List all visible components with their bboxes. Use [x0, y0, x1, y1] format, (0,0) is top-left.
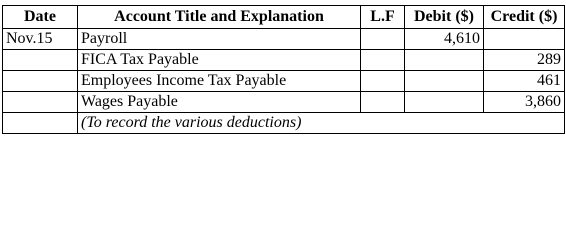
lf-cell: [361, 92, 405, 113]
date-cell: Nov.15: [3, 29, 78, 50]
account-cell: Employees Income Tax Payable: [78, 71, 361, 92]
date-cell: [3, 71, 78, 92]
account-cell: Wages Payable: [78, 92, 361, 113]
credit-cell: 461: [484, 71, 565, 92]
lf-cell: [361, 71, 405, 92]
header-date: Date: [3, 6, 78, 29]
debit-cell: [405, 50, 484, 71]
table-row: [3, 92, 565, 113]
date-cell: [3, 50, 78, 71]
table-row: [3, 71, 565, 92]
account-cell: Payroll: [78, 29, 361, 50]
header-row: [3, 6, 565, 29]
table-row: [3, 50, 565, 71]
date-cell: [3, 92, 78, 113]
debit-cell: 4,610: [405, 29, 484, 50]
date-cell: [3, 113, 78, 134]
header-lf: L.F: [361, 6, 405, 29]
header-account: Account Title and Explanation: [78, 6, 361, 29]
explanation-row: [3, 113, 565, 134]
account-cell: FICA Tax Payable: [78, 50, 361, 71]
header-credit: Credit ($): [484, 6, 565, 29]
header-debit: Debit ($): [405, 6, 484, 29]
explanation-text: (To record the various deductions): [78, 113, 565, 134]
credit-cell: [484, 29, 565, 50]
journal-entry-table: [2, 5, 565, 134]
lf-cell: [361, 50, 405, 71]
credit-cell: 3,860: [484, 92, 565, 113]
credit-cell: 289: [484, 50, 565, 71]
lf-cell: [361, 29, 405, 50]
debit-cell: [405, 71, 484, 92]
table-row: [3, 29, 565, 50]
debit-cell: [405, 92, 484, 113]
